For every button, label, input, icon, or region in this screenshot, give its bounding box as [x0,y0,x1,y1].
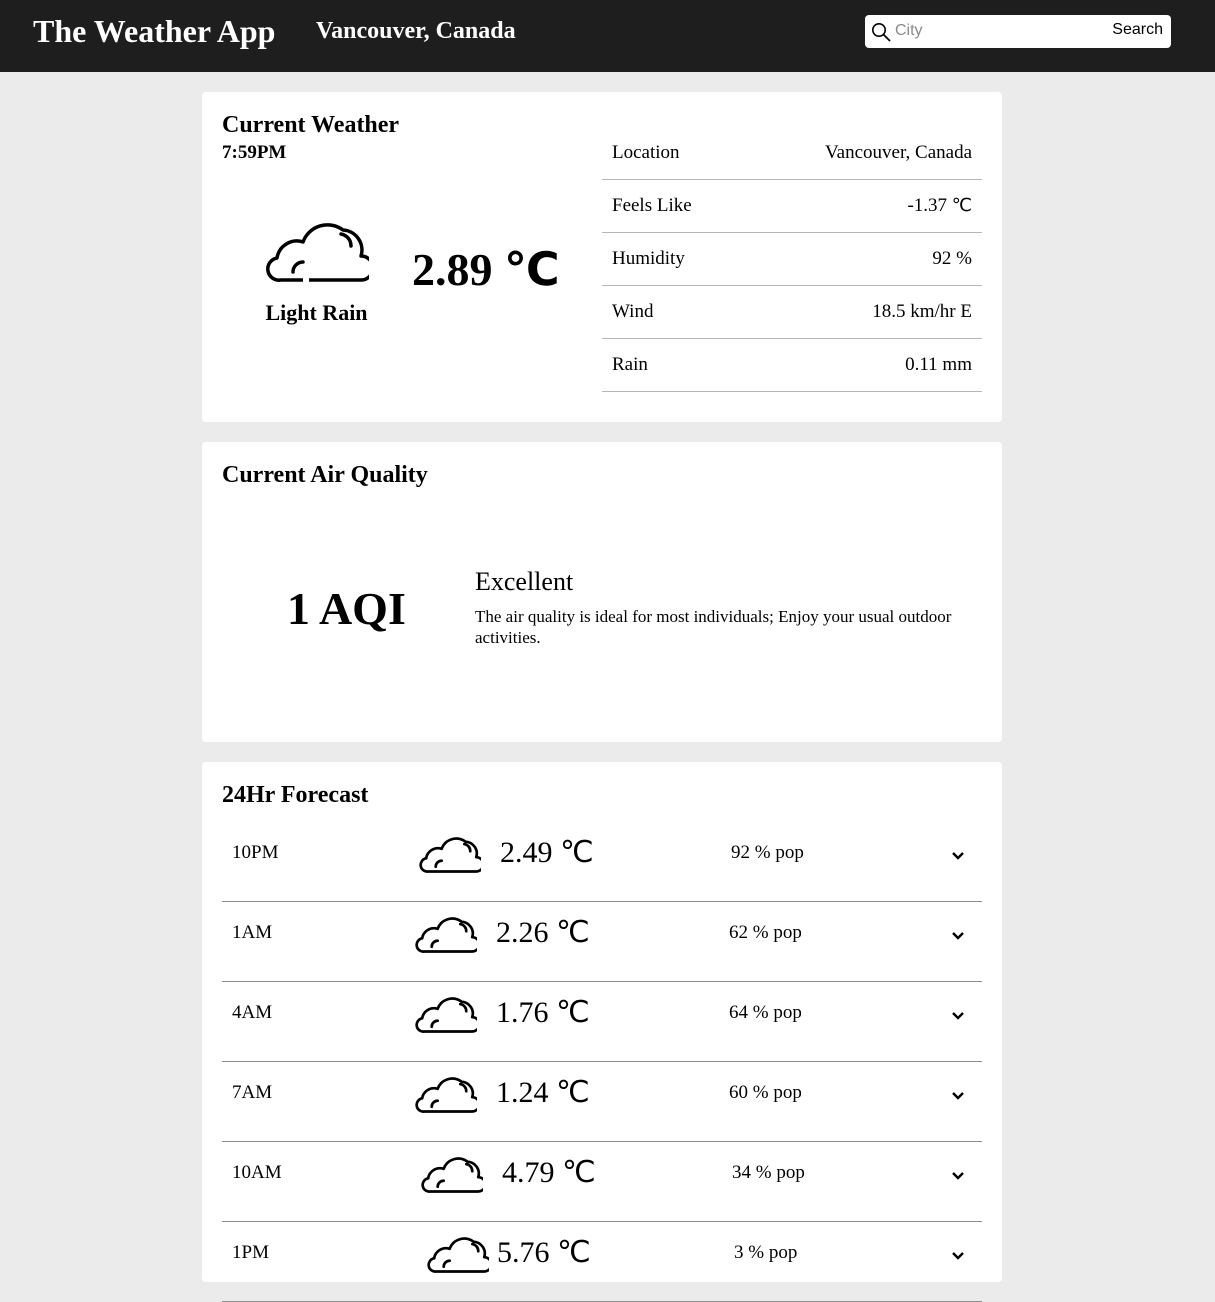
aqi-value: 1 AQI [287,583,406,634]
forecast-temperature [497,1235,591,1270]
detail-row-humidity [602,233,982,286]
forecast-row [222,902,982,982]
forecast-temp-value: 4.79 [502,1156,555,1189]
forecast-time: 4AM [232,1002,273,1023]
forecast-card [202,762,1002,1282]
cloud-icon [415,993,477,1033]
search-icon [871,22,891,42]
forecast-row [222,1062,982,1142]
detail-row-location [602,127,982,180]
location-title: Vancouver, Canada [316,18,516,44]
feels-like-value: -1.37 [907,195,948,216]
forecast-list [222,822,982,1302]
aqi-label: Excellent [475,567,574,596]
temperature-unit: ℃ [504,242,560,296]
forecast-time: 1AM [232,922,273,943]
forecast-temperature [496,995,590,1030]
forecast-temperature [500,835,594,870]
forecast-temp-unit: ℃ [562,1155,596,1190]
forecast-temperature [496,915,590,950]
chevron-down-icon[interactable] [950,1170,966,1182]
detail-value: 92 % [932,248,972,269]
detail-value [907,195,972,217]
cloud-icon [415,1073,477,1113]
air-quality-card [202,442,1002,742]
forecast-temp-unit: ℃ [556,995,590,1030]
search-button[interactable]: Search [1112,21,1163,38]
current-weather-heading: Current Weather [222,112,400,138]
forecast-temp-value: 1.76 [496,996,549,1029]
forecast-time: 10PM [232,842,279,863]
detail-label: Wind [612,301,654,322]
cloud-icon [421,1153,483,1193]
detail-label: Humidity [612,248,685,269]
current-time: 7:59PM [222,142,287,163]
detail-row-wind [602,286,982,339]
forecast-pop: 34 % pop [732,1162,805,1183]
feels-like-unit: ℃ [951,195,972,216]
detail-value: Vancouver, Canada [825,142,972,163]
chevron-down-icon[interactable] [950,930,966,942]
chevron-down-icon[interactable] [950,1010,966,1022]
forecast-temp-unit: ℃ [560,835,594,870]
detail-value: 18.5 km/hr E [872,301,972,322]
forecast-row [222,1142,982,1222]
forecast-temp-value: 2.49 [500,836,553,869]
forecast-pop: 60 % pop [729,1082,802,1103]
city-search-input[interactable] [895,19,1095,43]
forecast-temperature [502,1155,596,1190]
forecast-heading: 24Hr Forecast [222,782,369,808]
forecast-time: 1PM [232,1242,269,1263]
cloud-icon [265,216,369,282]
forecast-row [222,982,982,1062]
forecast-temp-value: 1.24 [496,1076,549,1109]
forecast-temp-unit: ℃ [556,915,590,950]
forecast-temp-value: 5.76 [497,1236,550,1269]
forecast-pop: 62 % pop [729,922,802,943]
forecast-temp-unit: ℃ [556,1075,590,1110]
cloud-icon [419,833,481,873]
app-title: The Weather App [33,13,276,49]
forecast-pop: 3 % pop [734,1242,798,1263]
detail-row-rain [602,339,982,392]
forecast-temperature [496,1075,590,1110]
forecast-time: 7AM [232,1082,273,1103]
detail-label: Location [612,142,680,163]
forecast-row [222,1222,982,1302]
current-temperature-value: 2.89 [412,244,493,295]
detail-label: Rain [612,354,648,375]
current-temperature [412,242,560,296]
detail-row-feels-like [602,180,982,233]
chevron-down-icon[interactable] [950,1250,966,1262]
weather-condition: Light Rain [265,300,368,325]
search-bar [865,15,1171,48]
detail-value: 0.11 mm [905,354,972,375]
aqi-description: The air quality is ideal for most individuals; Enjoy your usual outdoor activities. [475,607,952,647]
forecast-pop: 64 % pop [729,1002,802,1023]
header-bar [0,0,1215,72]
forecast-row [222,822,982,902]
chevron-down-icon[interactable] [950,850,966,862]
forecast-temp-unit: ℃ [557,1235,591,1270]
detail-label: Feels Like [612,195,692,216]
current-weather-card [202,92,1002,422]
weather-details-table [602,127,982,392]
forecast-pop: 92 % pop [731,842,804,863]
forecast-temp-value: 2.26 [496,916,549,949]
cloud-icon [427,1233,489,1273]
forecast-time: 10AM [232,1162,282,1183]
cloud-icon [415,913,477,953]
chevron-down-icon[interactable] [950,1090,966,1102]
air-quality-heading: Current Air Quality [222,462,428,488]
